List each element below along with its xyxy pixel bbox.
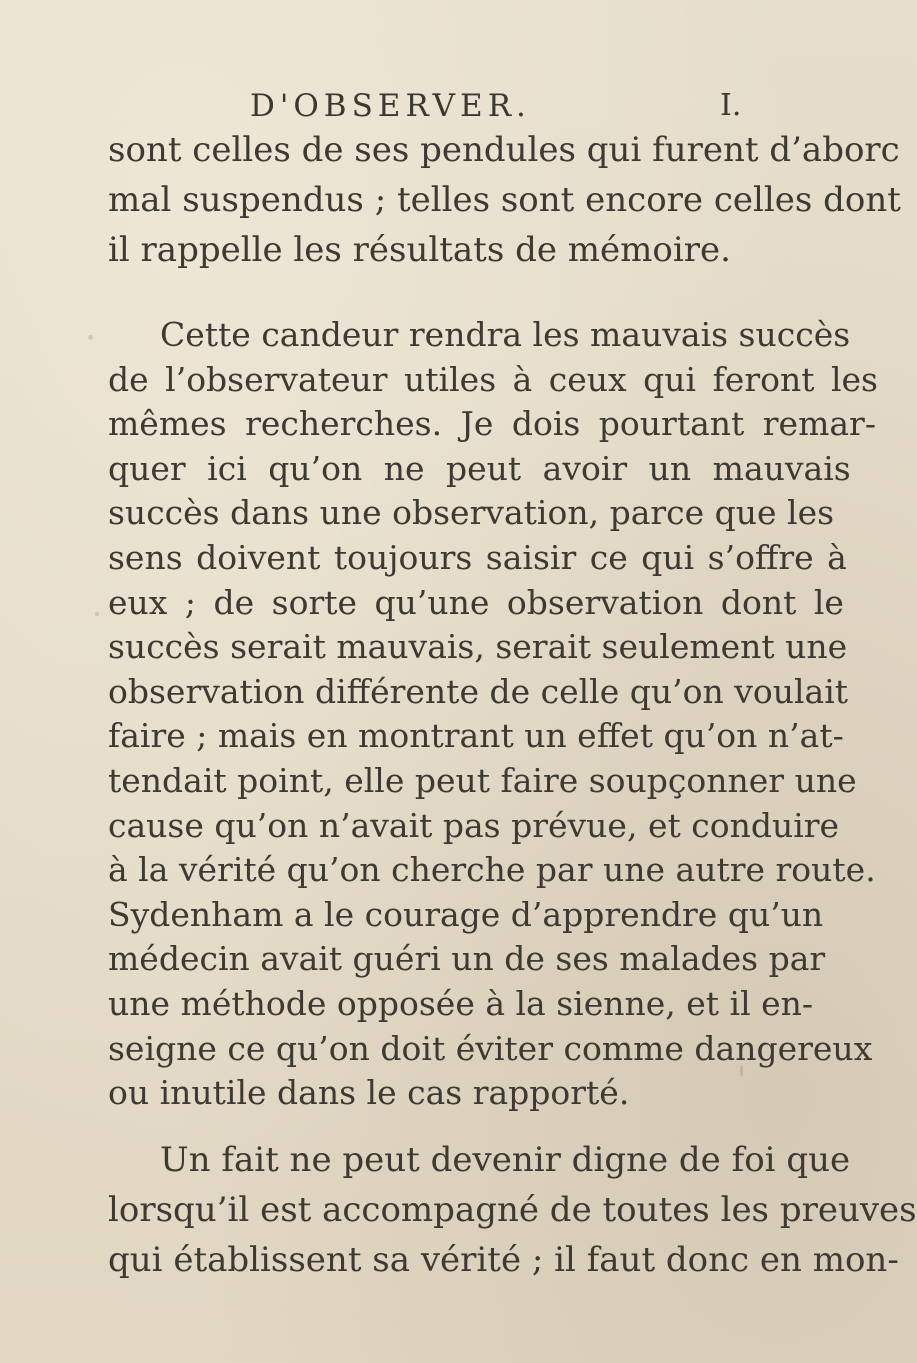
text-line: cause qu’on n’avait pas prévue, et conduire bbox=[108, 805, 840, 845]
text-line: faire ; mais en montrant un effet qu’on n’at- bbox=[108, 716, 844, 756]
text-line: succès dans une observation, parce que les bbox=[108, 493, 835, 533]
text-line: une méthode opposée à la sienne, et il en- bbox=[108, 984, 814, 1023]
text-line: seigne ce qu’on doit éviter comme dangereux bbox=[108, 1028, 873, 1068]
text-line: qui établissent sa vérité ; il faut donc en mon- bbox=[108, 1240, 899, 1280]
text-line: Sydenham a le courage d’apprendre qu’un bbox=[108, 894, 824, 934]
running-title: D'OBSERVER. bbox=[250, 88, 531, 124]
text-line: ou inutile dans le cas rapporté. bbox=[108, 1073, 630, 1113]
text-line: lorsqu’il est accompagné de toutes les preuves bbox=[108, 1190, 917, 1230]
text-line: sens doivent toujours saisir ce qui s’offre à bbox=[108, 538, 847, 577]
text-line: succès serait mauvais, serait seulement une bbox=[108, 627, 848, 667]
text-line: quer ici qu’on ne peut avoir un mauvais bbox=[108, 448, 851, 488]
text-line: eux ; de sorte qu’une observation dont le bbox=[108, 582, 844, 622]
paper-blemish bbox=[740, 1065, 743, 1077]
paper-blemish bbox=[88, 335, 93, 340]
text-line: observation différente de celle qu’on voulait bbox=[108, 671, 849, 711]
text-line: il rappelle les résultats de mémoire. bbox=[108, 230, 731, 270]
text-line: sont celles de ses pendules qui furent d’aborc bbox=[108, 130, 900, 170]
text-line: tendait point, elle peut faire soupçonner une bbox=[108, 761, 857, 800]
page-number: I. bbox=[720, 88, 742, 123]
text-line: à la vérité qu’on cherche par une autre route. bbox=[108, 850, 876, 890]
text-line: de l’observateur utiles à ceux qui feront les bbox=[108, 359, 878, 399]
text-line: Un fait ne peut devenir digne de foi que bbox=[160, 1140, 851, 1180]
page-header bbox=[0, 86, 800, 136]
paper-blemish bbox=[95, 612, 99, 616]
text-line: mêmes recherches. Je dois pourtant remar- bbox=[108, 404, 876, 444]
text-line: mal suspendus ; telles sont encore celles dont bbox=[108, 180, 901, 220]
text-line: Cette candeur rendra les mauvais succès bbox=[160, 315, 851, 354]
text-line: médecin avait guéri un de ses malades par bbox=[108, 939, 826, 979]
